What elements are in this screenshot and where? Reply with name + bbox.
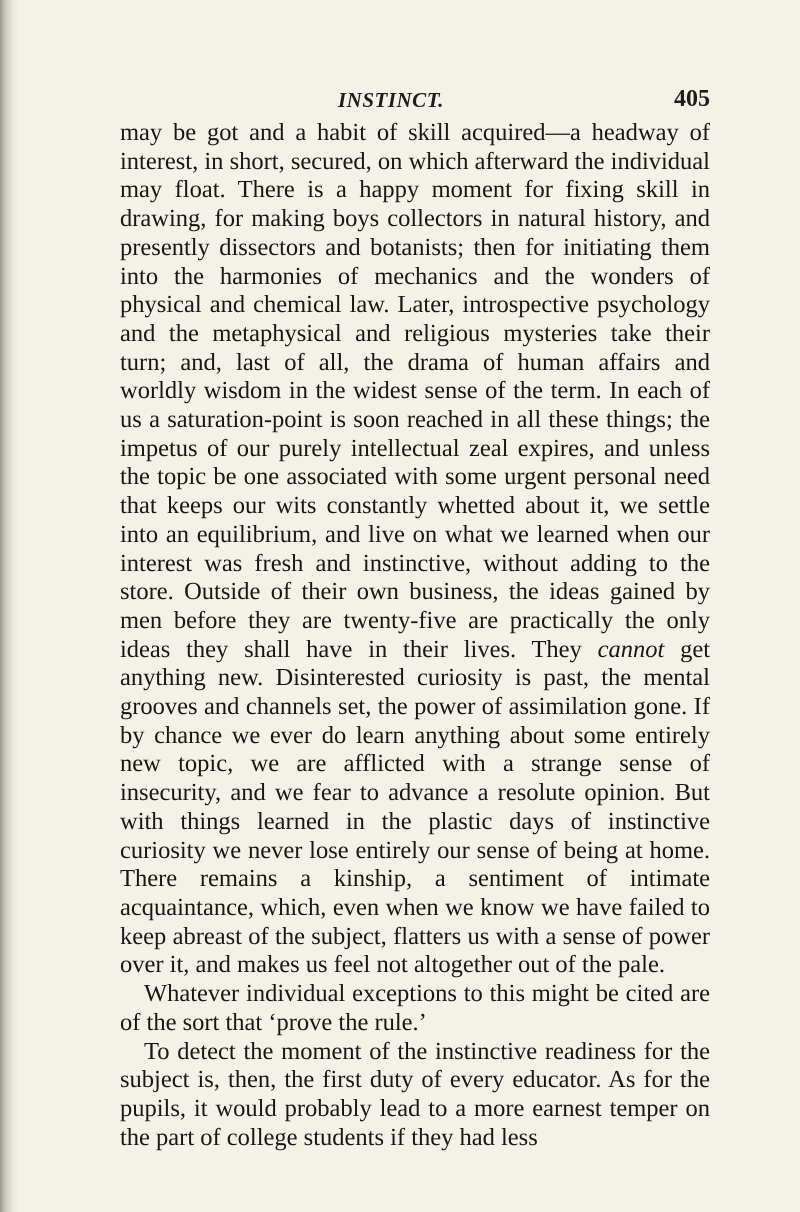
running-header xyxy=(120,88,710,118)
paragraph-1-text-a: may be got and a habit of skill acquired—a headway of interest, in short, secured, on which afterward the individual may float. There is a happy moment for fixing skill in drawing, for making boys collectors in natural history, and presently dissectors and botanists; then for initiating them into the harmonies of mechanics and the wonders of physical and chemical law. Later, introspective psychology and the metaphysical and religious mysteries take their turn; and, last of all, the drama of human affairs and worldly wisdom in the widest sense of the term. In each of us a saturation-point is soon reached in all these things; the impetus of our purely intellectual zeal expires, and unless the topic be one associated with some urgent personal need that keeps our wits constantly whetted about it, we settle into an equilibrium, and live on what we learned when our interest was fresh and instinctive, without adding to the store. Outside of their own business, the ideas gained by men before they are twenty-five are practically the only ideas they shall have in their lives. They xyxy=(120,119,710,663)
paragraph-2: Whatever individual exceptions to this might be cited are of the sort that ‘prove the rule.’ xyxy=(120,980,710,1036)
body-text xyxy=(120,119,710,1152)
paragraph-1-text-b: get anything new. Disinterested curiosity is past, the mental grooves and channels set, the power of assimilation gone. If by chance we ever do learn anything about some entirely new topic, we are afflicted with a strange sense of insecurity, and we fear to advance a resolute opinion. But with things learned in the plastic days of instinctive curiosity we never lose entirely our sense of being at home. There remains a kinship, a sentiment of intimate acquaintance, which, even when we know we have failed to keep abreast of the subject, flatters us with a sense of power over it, and makes us feel not altogether out of the pale. xyxy=(120,635,710,979)
paragraph-1 xyxy=(120,119,710,980)
paragraph-3: To detect the moment of the instinctive readiness for the subject is, then, the first duty of every educator. As for the pupils, it would probably lead to a more earnest temper on the part of college students if they had less xyxy=(120,1037,710,1151)
running-title: INSTINCT. xyxy=(338,88,444,112)
page-number: 405 xyxy=(674,86,710,112)
emphasis-cannot: cannot xyxy=(597,635,665,663)
binding-gutter-shadow xyxy=(0,0,18,1212)
